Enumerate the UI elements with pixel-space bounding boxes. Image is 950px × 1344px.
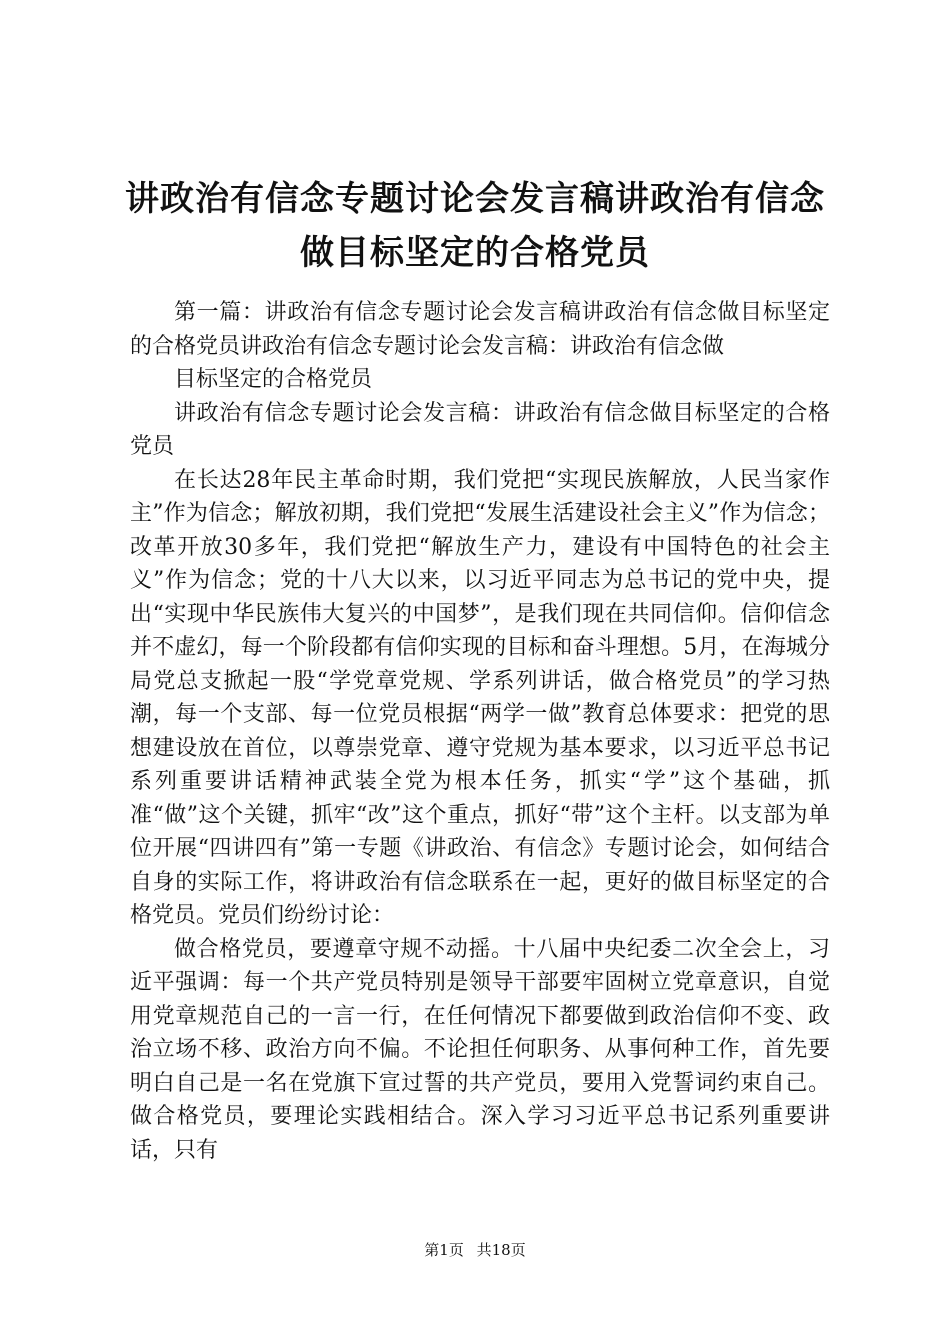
document-body: [130, 296, 830, 1167]
paragraph: 讲政治有信念专题讨论会发言稿：讲政治有信念做目标坚定的合格党员: [130, 400, 830, 459]
paragraph: 目标坚定的合格党员: [174, 367, 373, 392]
page-footer: [0, 1240, 950, 1260]
paragraph: 第一篇：讲政治有信念专题讨论会发言稿讲政治有信念做目标坚定的合格党员讲政治有信念专题讨论会发言稿：讲政治有信念做: [130, 300, 830, 359]
page-total: 共18页: [476, 1241, 526, 1259]
document-title: 讲政治有信念专题讨论会发言稿讲政治有信念做目标坚定的合格党员: [125, 179, 825, 273]
page-number: 第1页: [424, 1241, 464, 1259]
paragraph: 在长达28年民主革命时期，我们党把“实现民族解放，人民当家作主”作为信念；解放初期，我们党把“发展生活建设社会主义”作为信念；改革开放30多年，我们党把“解放生产力，建设有中国特色的社会主义”作为信念；党的十八大以来，以习近平同志为总书记的党中央，提出“实现中华民族伟大复兴的中国梦”，是我们现在共同信仰。信仰信念并不虚幻，每一个阶段都有信仰实现的目标和奋斗理想。5月，在海城分局党总支掀起一股“学党章党规、学系列讲话，做合格党员”的学习热潮，每一个支部、每一位党员根据“两学一做”教育总体要求：把党的思想建设放在首位，以尊崇党章、遵守党规为基本要求，以习近平总书记系列重要讲话精神武装全党为根本任务，抓实“学”这个基础，抓准“做”这个关键，抓牢“改”这个重点，抓好“带”这个主杆。以支部为单位开展“四讲四有”第一专题《讲政治、有信念》专题讨论会，如何结合自身的实际工作，将讲政治有信念联系在一起，更好的做目标坚定的合格党员。党员们纷纷讨论：: [130, 467, 830, 928]
paragraph: 做合格党员，要遵章守规不动摇。十八届中央纪委二次全会上，习近平强调：每一个共产党员特别是领导干部要牢固树立党章意识，自觉用党章规范自己的一言一行，在任何情况下都要做到政治信仰不变、政治立场不移、政治方向不偏。不论担任何职务、从事何种工作，首先要明白自己是一名在党旗下宣过誓的共产党员，要用入党誓词约束自己。做合格党员，要理论实践相结合。深入学习习近平总书记系列重要讲话，只有: [130, 936, 830, 1163]
